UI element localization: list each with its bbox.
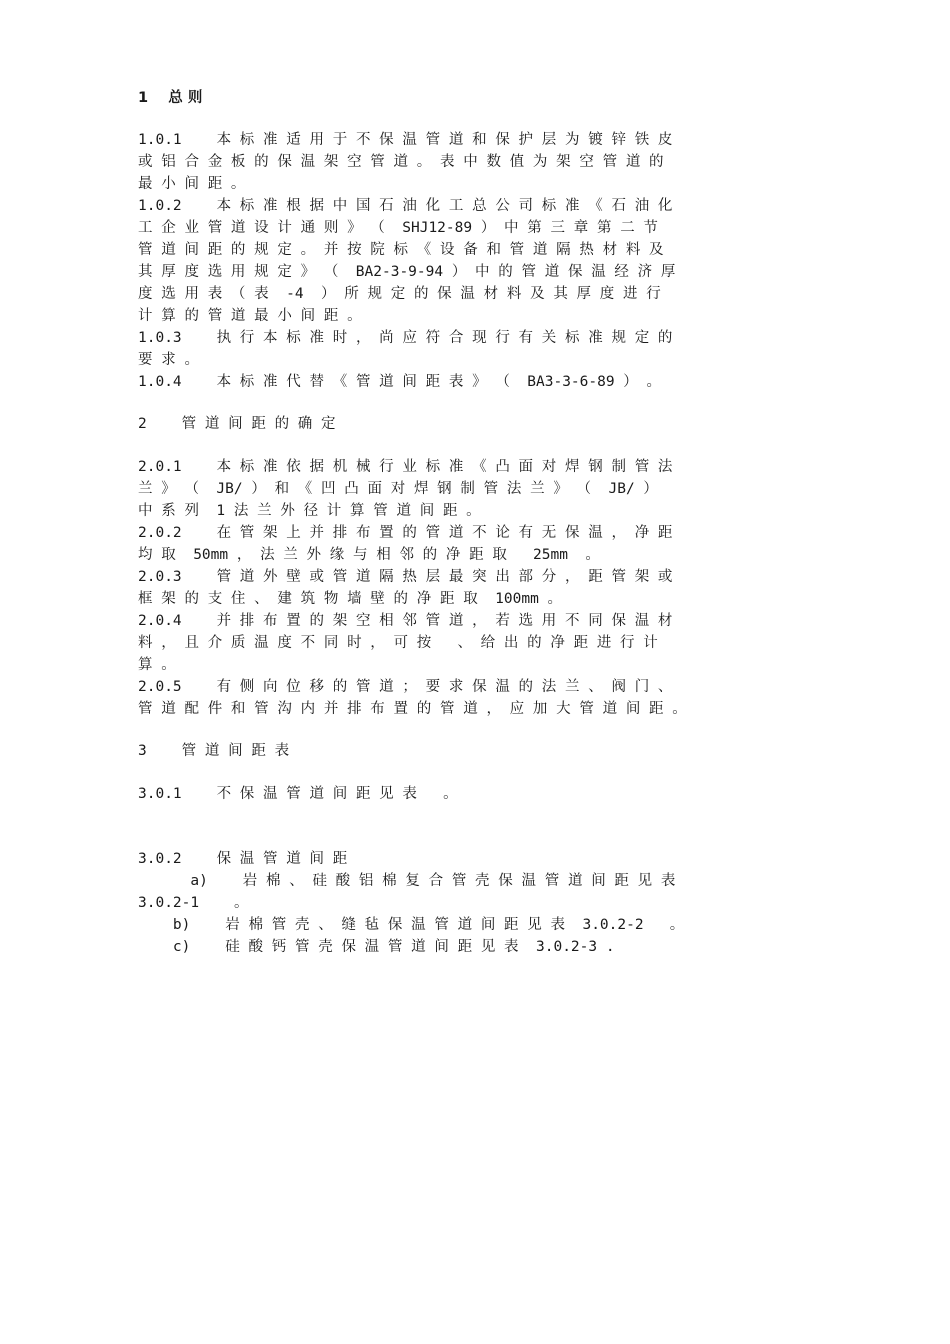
clause-1-0-4-line-1: 1.0.4 本 标 准 代 替 《 管 道 间 距 表 》 （ BA3-3-6-89 ） 。 [138, 374, 662, 390]
clause-2-0-3-line-2: 框 架 的 支 住 、 建 筑 物 墙 壁 的 净 距 取 100mm 。 [138, 591, 563, 607]
clause-1-0-1-line-3: 最 小 间 距 。 [138, 176, 246, 192]
clause-2-0-2-line-2: 均 取 50mm ， 法 兰 外 缘 与 相 邻 的 净 距 取 25mm 。 [138, 547, 600, 563]
clause-1-0-2-line-3: 管 道 间 距 的 规 定 。 并 按 院 标 《 设 备 和 管 道 隔 热 材 料 及 [138, 242, 664, 258]
clause-2-0-5-line-1: 2.0.5 有 侧 向 位 移 的 管 道 ； 要 求 保 温 的 法 兰 、 阀 门 、 [138, 679, 673, 695]
clause-2-0-1-line-2: 兰 》 （ JB/ ） 和 《 凹 凸 面 对 焊 钢 制 管 法 兰 》 （ JB/ ） [138, 481, 658, 497]
clause-3-0-2-item-b: b) 岩 棉 管 壳 、 缝 毡 保 温 管 道 间 距 见 表 3.0.2-2 。 [138, 917, 685, 933]
clause-1-0-3-line-2: 要 求 。 [138, 352, 199, 368]
clause-2-0-4-line-1: 2.0.4 并 排 布 置 的 架 空 相 邻 管 道 ， 若 选 用 不 同 保 温 材 [138, 613, 673, 629]
clause-2-0-4-line-2: 料 ， 且 介 质 温 度 不 同 时 ， 可 按 、 给 出 的 净 距 进 行 计 [138, 635, 658, 651]
clause-3-0-1-line-1: 3.0.1 不 保 温 管 道 间 距 见 表 。 [138, 786, 458, 802]
clause-3-0-2-item-c: c) 硅 酸 钙 管 壳 保 温 管 道 间 距 见 表 3.0.2-3 . [138, 939, 615, 955]
clause-2-0-1-line-1: 2.0.1 本 标 准 依 据 机 械 行 业 标 准 《 凸 面 对 焊 钢 制 管 法 [138, 459, 673, 475]
clause-2-0-2-line-1: 2.0.2 在 管 架 上 并 排 布 置 的 管 道 不 论 有 无 保 温 ， 净 距 [138, 525, 673, 541]
clause-1-0-3-line-1: 1.0.3 执 行 本 标 准 时 ， 尚 应 符 合 现 行 有 关 标 准 规 定 的 [138, 330, 673, 346]
clause-1-0-2-line-1: 1.0.2 本 标 准 根 据 中 国 石 油 化 工 总 公 司 标 准 《 石 油 化 [138, 198, 673, 214]
clause-3-0-2-line-1: 3.0.2 保 温 管 道 间 距 [138, 851, 348, 867]
clause-1-0-1-line-2: 或 铝 合 金 板 的 保 温 架 空 管 道 。 表 中 数 值 为 架 空 管 道 的 [138, 154, 664, 170]
clause-1-0-2-line-5: 度 选 用 表 （ 表 -4 ） 所 规 定 的 保 温 材 料 及 其 厚 度 进 行 [138, 286, 661, 302]
section-1-heading: 1 总 则 [138, 90, 203, 106]
clause-3-0-2-item-a-cont: 3.0.2-1 。 [138, 895, 249, 911]
section-3-heading: 3 管 道 间 距 表 [138, 743, 290, 759]
clause-1-0-2-line-2: 工 企 业 管 道 设 计 通 则 》 （ SHJ12-89 ） 中 第 三 章 第 二 节 [138, 220, 658, 236]
clause-2-0-3-line-1: 2.0.3 管 道 外 壁 或 管 道 隔 热 层 最 突 出 部 分 ， 距 管 架 或 [138, 569, 673, 585]
clause-1-0-1-line-1: 1.0.1 本 标 准 适 用 于 不 保 温 管 道 和 保 护 层 为 镀 锌 铁 皮 [138, 132, 673, 148]
clause-3-0-2-item-a: a) 岩 棉 、 硅 酸 铝 棉 复 合 管 壳 保 温 管 道 间 距 见 表 [138, 873, 676, 889]
clause-1-0-2-line-4: 其 厚 度 选 用 规 定 》 （ BA2-3-9-94 ） 中 的 管 道 保 温 经 济 厚 [138, 264, 676, 280]
clause-2-0-1-line-3: 中 系 列 1 法 兰 外 径 计 算 管 道 间 距 。 [138, 503, 481, 519]
clause-2-0-5-line-2: 管 道 配 件 和 管 沟 内 并 排 布 置 的 管 道 ， 应 加 大 管 道 间 距 。 [138, 701, 687, 717]
clause-2-0-4-line-3: 算 。 [138, 657, 176, 673]
clause-1-0-2-line-6: 计 算 的 管 道 最 小 间 距 。 [138, 308, 362, 324]
section-2-heading: 2 管 道 间 距 的 确 定 [138, 416, 336, 432]
